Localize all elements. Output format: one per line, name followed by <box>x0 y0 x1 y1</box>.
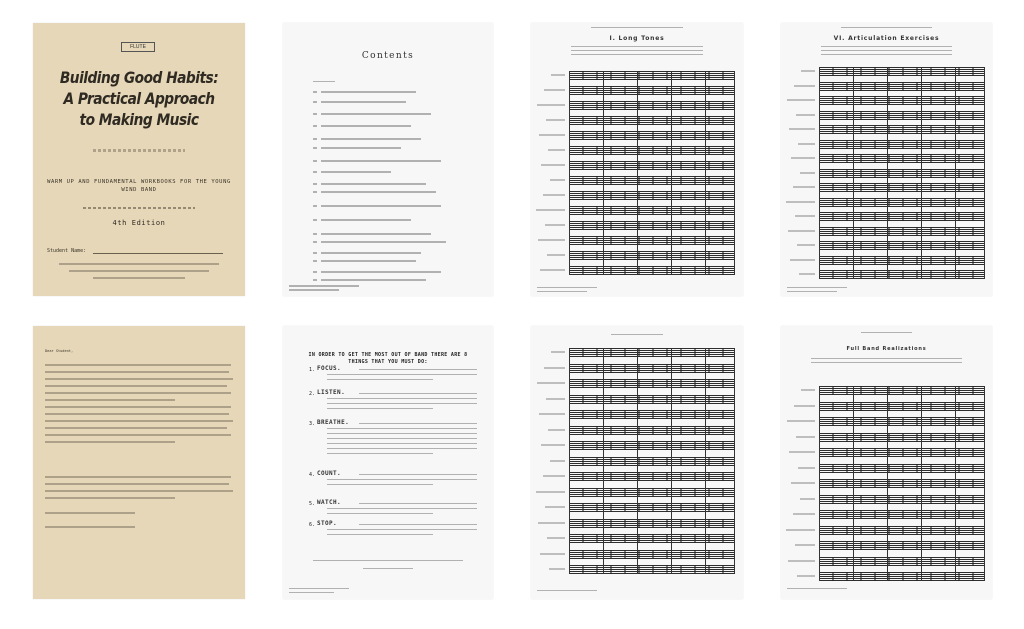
contents-row-number <box>313 183 317 185</box>
thumbnail-cover[interactable] <box>33 23 245 296</box>
score-intro-text <box>571 54 703 55</box>
contents-row <box>321 101 406 103</box>
contents-row <box>321 252 421 254</box>
instrument-label <box>544 89 565 91</box>
instrument-label <box>798 143 815 145</box>
music-staff <box>819 241 984 250</box>
thumbnail-tips[interactable] <box>283 326 493 599</box>
instrument-label <box>540 553 565 555</box>
tips-footer <box>313 560 463 561</box>
tip-heading: COUNT. <box>317 470 342 477</box>
contents-row <box>321 160 441 162</box>
instrument-label <box>789 128 815 130</box>
contents-section-label <box>313 81 335 82</box>
score-footer <box>787 287 847 288</box>
letter-text-line <box>45 497 175 499</box>
tip-text-line <box>327 379 433 380</box>
tip-heading: STOP. <box>317 520 338 527</box>
music-staff <box>569 503 735 512</box>
barline <box>637 348 638 574</box>
cover-footer-line <box>69 270 209 272</box>
score-footer <box>787 588 847 589</box>
score-title: VI. Articulation Exercises <box>833 35 940 42</box>
music-staff <box>569 441 735 450</box>
music-staff <box>819 433 984 442</box>
music-staff <box>819 256 984 265</box>
tip-text-line <box>327 529 477 530</box>
contents-row-number <box>313 113 317 115</box>
barline <box>569 71 570 275</box>
contents-row <box>321 91 416 93</box>
score-intro-text <box>571 50 703 51</box>
instrument-label <box>548 149 565 151</box>
contents-row-number <box>313 271 317 273</box>
instrument-label <box>550 460 565 462</box>
letter-text-line <box>45 371 229 373</box>
music-staff <box>819 386 984 395</box>
score-title: I. Long Tones <box>609 35 665 42</box>
instrument-label <box>786 201 815 203</box>
barline <box>671 71 672 275</box>
instrument-label <box>800 172 815 174</box>
music-staff <box>569 410 735 419</box>
score-footer <box>537 291 587 292</box>
music-staff <box>569 550 735 559</box>
tip-text-line <box>327 534 433 535</box>
tip-text-line <box>327 403 477 404</box>
tip-number: 5. <box>309 501 316 507</box>
letter-text-line <box>45 441 175 443</box>
letter-text-line <box>45 364 231 366</box>
contents-row-number <box>313 219 317 221</box>
contents-footer <box>289 285 359 287</box>
thumbnail-score-full-band[interactable] <box>781 326 992 599</box>
instrument-label <box>551 74 565 76</box>
barline <box>705 71 706 275</box>
score-header-text <box>611 334 663 335</box>
tip-number: 3. <box>309 421 316 427</box>
instrument-label <box>794 405 815 407</box>
contents-row-number <box>313 205 317 207</box>
tip-heading: WATCH. <box>317 499 342 506</box>
cover-student-label: Student Name: <box>47 248 87 254</box>
music-staff <box>819 125 984 134</box>
music-staff <box>569 146 735 155</box>
contents-row <box>321 171 391 173</box>
contents-row <box>321 183 426 185</box>
barline <box>887 67 888 279</box>
music-staff <box>819 212 984 221</box>
tips-heading: IN ORDER TO GET THE MOST OUT OF BAND THERE ARE 8 THINGS THAT YOU MUST DO: <box>308 352 468 365</box>
cover-instrument-label: FLUTE <box>121 42 155 52</box>
barline <box>921 386 922 581</box>
instrument-label <box>795 215 815 217</box>
score-header-text <box>861 332 912 333</box>
score-footer <box>537 590 597 591</box>
music-staff <box>569 176 735 185</box>
thumbnail-letter[interactable] <box>33 326 245 599</box>
barline <box>671 348 672 574</box>
tips-footer <box>363 568 413 569</box>
thumbnail-score-articulation[interactable] <box>781 23 992 296</box>
contents-row-number <box>313 241 317 243</box>
music-staff <box>819 557 984 566</box>
music-staff <box>569 379 735 388</box>
instrument-label <box>793 186 815 188</box>
barline <box>887 386 888 581</box>
instrument-label <box>788 560 815 562</box>
instrument-label <box>543 194 565 196</box>
contents-row-number <box>313 91 317 93</box>
music-staff <box>819 96 984 105</box>
contents-row <box>321 147 401 149</box>
tip-text-line <box>327 448 477 449</box>
barline <box>819 386 820 581</box>
letter-text-line <box>45 385 227 387</box>
cover-title: Building Good Habits: A Practical Approach to Making Music <box>59 68 219 129</box>
contents-row-number <box>313 252 317 254</box>
barline <box>921 67 922 279</box>
instrument-label <box>797 244 815 246</box>
music-staff <box>569 395 735 404</box>
tip-text-line <box>359 503 477 504</box>
contents-row <box>321 113 431 115</box>
cover-byline <box>53 205 225 211</box>
instrument-label <box>539 134 565 136</box>
cover-author-line <box>93 149 185 152</box>
contents-row-number <box>313 279 317 281</box>
cover-edition: 4th Edition <box>112 219 166 227</box>
instrument-label <box>798 467 815 469</box>
instrument-label <box>546 119 565 121</box>
tip-text-line <box>327 438 477 439</box>
contents-row-number <box>313 191 317 193</box>
music-staff <box>569 534 735 543</box>
tip-text-line <box>327 374 477 375</box>
music-staff <box>819 479 984 488</box>
instrument-label <box>788 230 815 232</box>
music-staff <box>819 169 984 178</box>
letter-text-line <box>45 490 233 492</box>
music-staff <box>819 111 984 120</box>
tip-text-line <box>327 453 433 454</box>
instrument-label <box>791 482 815 484</box>
tip-text-line <box>359 423 477 424</box>
music-staff <box>569 161 735 170</box>
instrument-label <box>550 179 565 181</box>
barline <box>603 348 604 574</box>
contents-footer <box>289 289 339 291</box>
barline <box>984 386 985 581</box>
music-staff <box>819 541 984 550</box>
music-staff <box>819 464 984 473</box>
instrument-label <box>787 99 815 101</box>
instrument-label <box>541 444 565 446</box>
instrument-label <box>536 209 565 211</box>
music-staff <box>819 198 984 207</box>
contents-row <box>321 205 441 207</box>
music-staff <box>819 495 984 504</box>
score-footer <box>787 291 837 292</box>
instrument-label <box>545 506 565 508</box>
tip-heading: BREATHE. <box>317 419 350 426</box>
instrument-label <box>551 351 565 353</box>
music-staff <box>569 116 735 125</box>
instrument-label <box>787 420 815 422</box>
instrument-label <box>549 568 565 570</box>
letter-text-line <box>45 413 229 415</box>
instrument-label <box>539 413 565 415</box>
music-staff <box>569 266 735 275</box>
score-intro-text <box>821 46 952 47</box>
music-staff <box>819 140 984 149</box>
barline <box>853 386 854 581</box>
music-staff <box>819 183 984 192</box>
music-staff <box>819 154 984 163</box>
music-staff <box>569 364 735 373</box>
contents-row <box>321 271 441 273</box>
music-staff <box>819 82 984 91</box>
tip-text-line <box>327 433 477 434</box>
instrument-label <box>794 85 815 87</box>
contents-row <box>321 138 421 140</box>
score-header-text <box>591 27 683 28</box>
barline <box>705 348 706 574</box>
instrument-label <box>546 398 565 400</box>
instrument-label <box>789 451 815 453</box>
letter-text-line <box>45 434 231 436</box>
barline <box>637 71 638 275</box>
letter-text-line <box>45 378 233 380</box>
score-footer <box>537 287 597 288</box>
instrument-label <box>801 70 815 72</box>
tip-number: 6. <box>309 522 316 528</box>
letter-text-line <box>45 427 227 429</box>
contents-row-number <box>313 233 317 235</box>
cover-footer-line <box>93 277 185 279</box>
tip-number: 4. <box>309 472 316 478</box>
tip-text-line <box>327 443 477 444</box>
music-staff <box>569 71 735 80</box>
music-staff <box>569 221 735 230</box>
instrument-label <box>540 269 565 271</box>
barline <box>734 71 735 275</box>
tip-text-line <box>359 474 477 475</box>
music-staff <box>569 565 735 574</box>
contents-row <box>321 125 411 127</box>
music-staff <box>819 510 984 519</box>
contents-row-number <box>313 260 317 262</box>
music-staff <box>569 236 735 245</box>
barline <box>984 67 985 279</box>
tip-text-line <box>327 428 477 429</box>
instrument-label <box>538 522 565 524</box>
contents-row-number <box>313 147 317 149</box>
music-staff <box>569 101 735 110</box>
contents-row-number <box>313 160 317 162</box>
letter-greeting: Dear Student, <box>45 349 74 353</box>
instrument-label <box>537 104 565 106</box>
music-staff <box>819 270 984 279</box>
contents-row <box>321 279 426 281</box>
music-staff <box>569 426 735 435</box>
tips-copyright <box>289 588 349 589</box>
instrument-label <box>799 273 815 275</box>
instrument-label <box>797 575 815 577</box>
music-staff <box>819 227 984 236</box>
barline <box>819 67 820 279</box>
thumbnail-score-long-tones-continued[interactable] <box>531 326 743 599</box>
barline <box>734 348 735 574</box>
score-title: Full Band Realizations <box>846 346 927 352</box>
tip-text-line <box>327 513 433 514</box>
contents-row <box>321 233 431 235</box>
music-staff <box>569 519 735 528</box>
score-intro-text <box>811 362 962 363</box>
letter-text-line <box>45 399 175 401</box>
score-header-text <box>841 27 932 28</box>
score-intro-text <box>571 46 703 47</box>
music-staff <box>819 417 984 426</box>
instrument-label <box>790 259 815 261</box>
music-staff <box>819 572 984 581</box>
score-intro-text <box>821 54 952 55</box>
contents-row-number <box>313 125 317 127</box>
instrument-label <box>544 367 565 369</box>
letter-text-line <box>45 526 135 528</box>
music-staff <box>569 191 735 200</box>
instrument-label <box>800 498 815 500</box>
music-staff <box>819 526 984 535</box>
tip-text-line <box>327 408 433 409</box>
tip-text-line <box>359 369 477 370</box>
instrument-label <box>786 529 815 531</box>
tip-text-line <box>327 508 477 509</box>
music-staff <box>569 457 735 466</box>
letter-text-line <box>45 406 231 408</box>
instrument-label <box>545 224 565 226</box>
barline <box>955 386 956 581</box>
music-staff <box>569 86 735 95</box>
music-staff <box>569 131 735 140</box>
instrument-label <box>547 254 565 256</box>
contents-title: Contents <box>361 51 415 61</box>
tip-heading: FOCUS. <box>317 365 342 372</box>
letter-text-line <box>45 476 231 478</box>
instrument-label <box>795 544 815 546</box>
tip-text-line <box>327 479 477 480</box>
tip-text-line <box>359 393 477 394</box>
tip-number: 2. <box>309 391 316 397</box>
contents-row <box>321 191 436 193</box>
instrument-label <box>793 513 815 515</box>
barline <box>853 67 854 279</box>
instrument-label <box>536 491 565 493</box>
instrument-label <box>543 475 565 477</box>
tip-text-line <box>359 524 477 525</box>
instrument-label <box>541 164 565 166</box>
music-staff <box>819 67 984 76</box>
barline <box>569 348 570 574</box>
letter-text-line <box>45 392 231 394</box>
cover-subtitle: WARM UP AND FUNDAMENTAL WORKBOOKS FOR THE YOUNG WIND BAND <box>47 179 231 193</box>
thumbnail-contents[interactable] <box>283 23 493 296</box>
music-staff <box>569 251 735 260</box>
instrument-label <box>796 114 815 116</box>
contents-row <box>321 241 446 243</box>
music-staff <box>819 448 984 457</box>
tips-copyright <box>289 592 334 593</box>
instrument-label <box>538 239 565 241</box>
tip-text-line <box>327 398 477 399</box>
score-intro-text <box>821 50 952 51</box>
instrument-label <box>791 157 815 159</box>
instrument-label <box>801 389 815 391</box>
contents-row-number <box>313 138 317 140</box>
instrument-label <box>547 537 565 539</box>
music-staff <box>569 472 735 481</box>
contents-row-number <box>313 101 317 103</box>
contents-row <box>321 260 416 262</box>
instrument-label <box>548 429 565 431</box>
music-staff <box>569 348 735 357</box>
score-intro-text <box>811 358 962 359</box>
cover-student-line <box>93 253 223 254</box>
contents-row-number <box>313 171 317 173</box>
thumbnail-score-long-tones[interactable] <box>531 23 743 296</box>
tip-number: 1. <box>309 367 316 373</box>
barline <box>603 71 604 275</box>
contents-row <box>321 219 411 221</box>
tip-heading: LISTEN. <box>317 389 346 396</box>
instrument-label <box>537 382 565 384</box>
letter-text-line <box>45 420 233 422</box>
music-staff <box>819 402 984 411</box>
cover-footer-line <box>59 263 219 265</box>
letter-text-line <box>45 512 135 514</box>
barline <box>955 67 956 279</box>
instrument-label <box>796 436 815 438</box>
music-staff <box>569 206 735 215</box>
music-staff <box>569 488 735 497</box>
letter-text-line <box>45 483 229 485</box>
tip-text-line <box>327 484 433 485</box>
